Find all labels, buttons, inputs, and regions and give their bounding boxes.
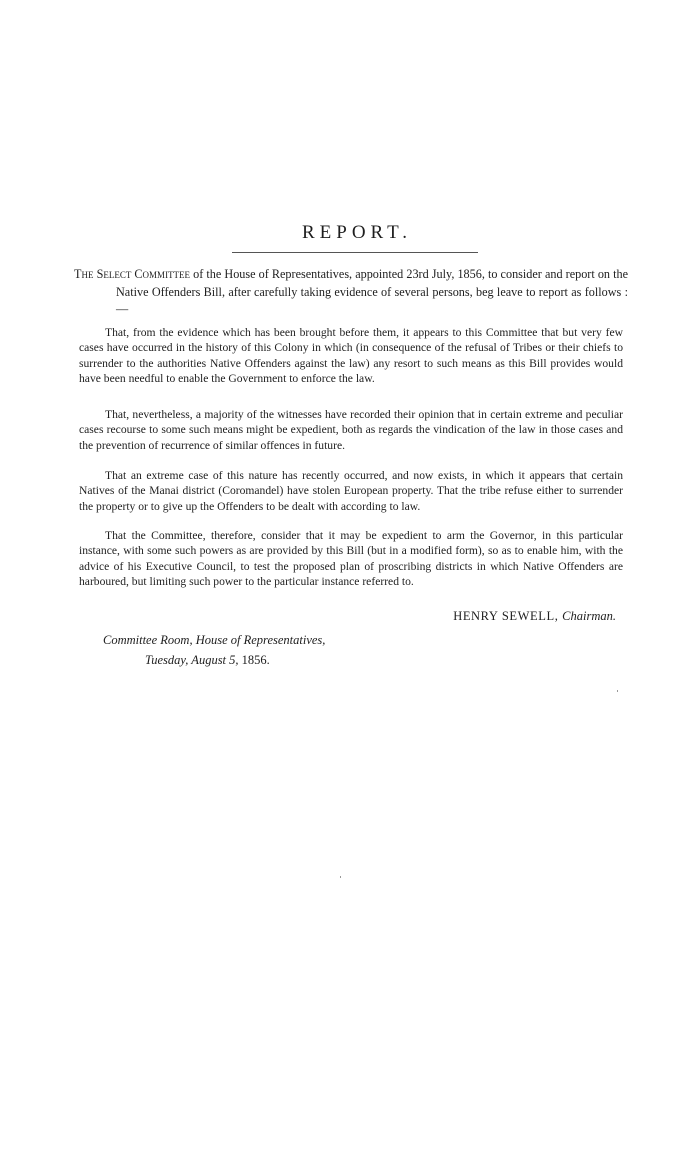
signatory-name: HENRY SEWELL, bbox=[453, 609, 559, 623]
scan-speck bbox=[340, 876, 341, 878]
preamble-paragraph bbox=[74, 266, 628, 319]
report-date bbox=[145, 651, 270, 669]
paragraph-extreme-case: That an extreme case of this nature has recently occurred, and now exists, in which it appears that certain Natives of the Manai district (Coromandel) have stolen European property. That the tribe refuse either to surrender the property or to give up the Offenders to be dealt with according to law. bbox=[79, 469, 623, 513]
committee-room-location: Committee Room, House of Representatives, bbox=[103, 633, 326, 647]
signatory-role: Chairman. bbox=[562, 609, 616, 623]
paragraph-evidence: That, from the evidence which has been brought before them, it appears to this Committee that but very few cases have occurred in the history of this Colony in which (in consequence of the refusal of Tribes or their chiefs to surrender to the authorities Native Offenders against the law) any resort to such means as this Bill provides would have been needful to enable the Government to enforce the law. bbox=[79, 326, 623, 385]
title-divider bbox=[232, 252, 478, 253]
preamble-text: of the House of Representatives, appointed 23rd July, 1856, to consider and report on the Native Offenders Bill, after carefully taking evidence of several persons, beg leave to report as follows :— bbox=[116, 267, 629, 316]
committee-name: Select Committee bbox=[96, 267, 191, 281]
preamble-article: The bbox=[74, 267, 94, 281]
paragraph-recommendation: That the Committee, therefore, consider that it may be expedient to arm the Governor, in this particular instance, with some such powers as are provided by this Bill (but in a modified form), so as to enable him, with the advice of his Executive Council, to test the proposed plan of proscribing districts in which Native Offenders are harboured, but limiting such power to the particular instance referred to. bbox=[79, 529, 623, 588]
report-date-day: Tuesday, August 5, bbox=[145, 653, 239, 667]
scan-speck bbox=[617, 690, 618, 692]
paragraph-witnesses: That, nevertheless, a majority of the witnesses have recorded their opinion that in certain extreme and peculiar cases recourse to some such means might be expedient, both as regards the vindication of the law in those cases and the prevention of recurrence of similar offences in future. bbox=[79, 408, 623, 452]
signature-line bbox=[453, 609, 616, 624]
report-title: REPORT. bbox=[301, 222, 413, 243]
report-date-year: 1856. bbox=[241, 653, 270, 667]
